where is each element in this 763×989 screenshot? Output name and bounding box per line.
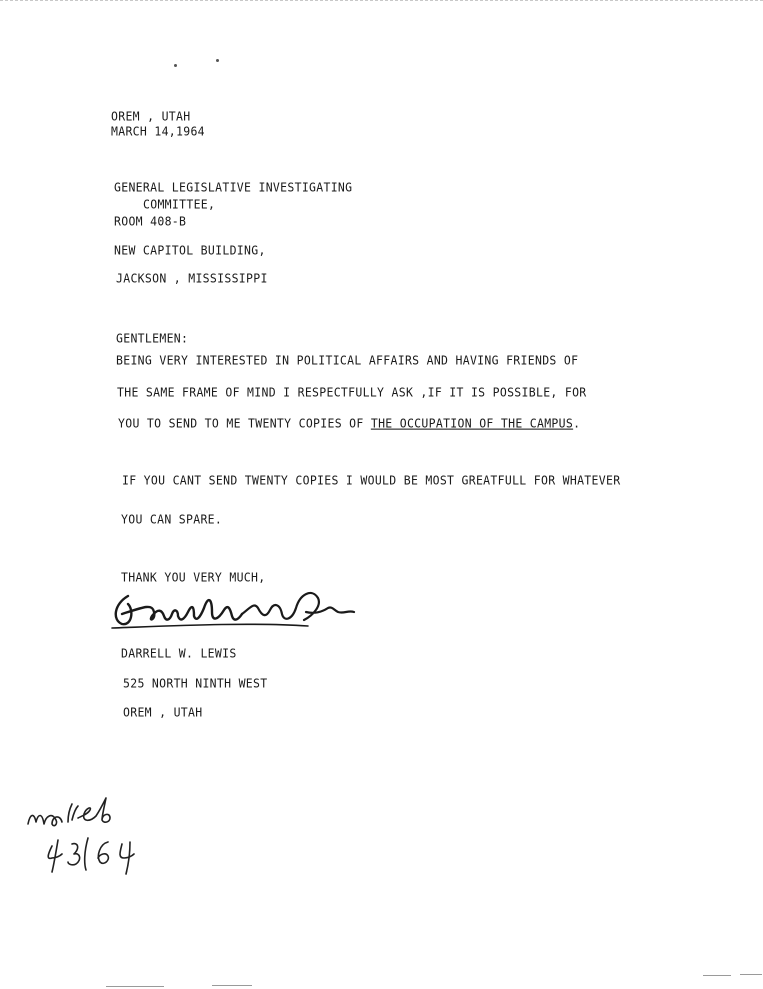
publication-title-period: . [573, 416, 581, 431]
body-paragraph-2-line-1: IF YOU CANT SEND TWENTY COPIES I WOULD BE MOST GREATFULL FOR WHATEVER [122, 473, 621, 488]
body-paragraph-1-line-3 [118, 416, 580, 431]
body-paragraph-1-line-2: THE SAME FRAME OF MIND I RESPECTFULLY ASK ,IF IT IS POSSIBLE, FOR [117, 385, 587, 400]
salutation: GENTLEMEN: [116, 331, 189, 346]
recipient-line-3: ROOM 408-B [114, 214, 187, 229]
page-top-edge [0, 0, 763, 1]
recipient-line-2: COMMITTEE, [143, 197, 216, 212]
signer-name: DARRELL W. LEWIS [121, 646, 237, 661]
scan-artifact-line [703, 975, 731, 976]
body-paragraph-1-line-1: BEING VERY INTERESTED IN POLITICAL AFFAIRS AND HAVING FRIENDS OF [116, 353, 579, 368]
signer-address-line-2: OREM , UTAH [123, 705, 203, 720]
recipient-line-1: GENERAL LEGISLATIVE INVESTIGATING [114, 180, 353, 195]
ink-speck [174, 64, 177, 67]
closing: THANK YOU VERY MUCH, [121, 570, 266, 585]
scan-artifact-line [740, 974, 762, 975]
scan-artifact-line [212, 985, 252, 986]
ink-speck [216, 59, 219, 62]
publication-title: THE OCCUPATION OF THE CAMPUS [370, 416, 574, 431]
signer-address-line-1: 525 NORTH NINTH WEST [123, 676, 268, 691]
letter-date: MARCH 14,1964 [111, 124, 205, 139]
handwritten-signature [108, 586, 368, 646]
handwritten-mailed-note [18, 792, 168, 882]
scan-artifact-line [106, 986, 164, 987]
recipient-line-4: NEW CAPITOL BUILDING, [114, 243, 266, 258]
body-paragraph-1-line-3-text: YOU TO SEND TO ME TWENTY COPIES OF [118, 416, 364, 431]
body-paragraph-2-line-2: YOU CAN SPARE. [121, 512, 223, 527]
sender-city: OREM , UTAH [111, 109, 191, 124]
recipient-line-5: JACKSON , MISSISSIPPI [116, 271, 268, 286]
